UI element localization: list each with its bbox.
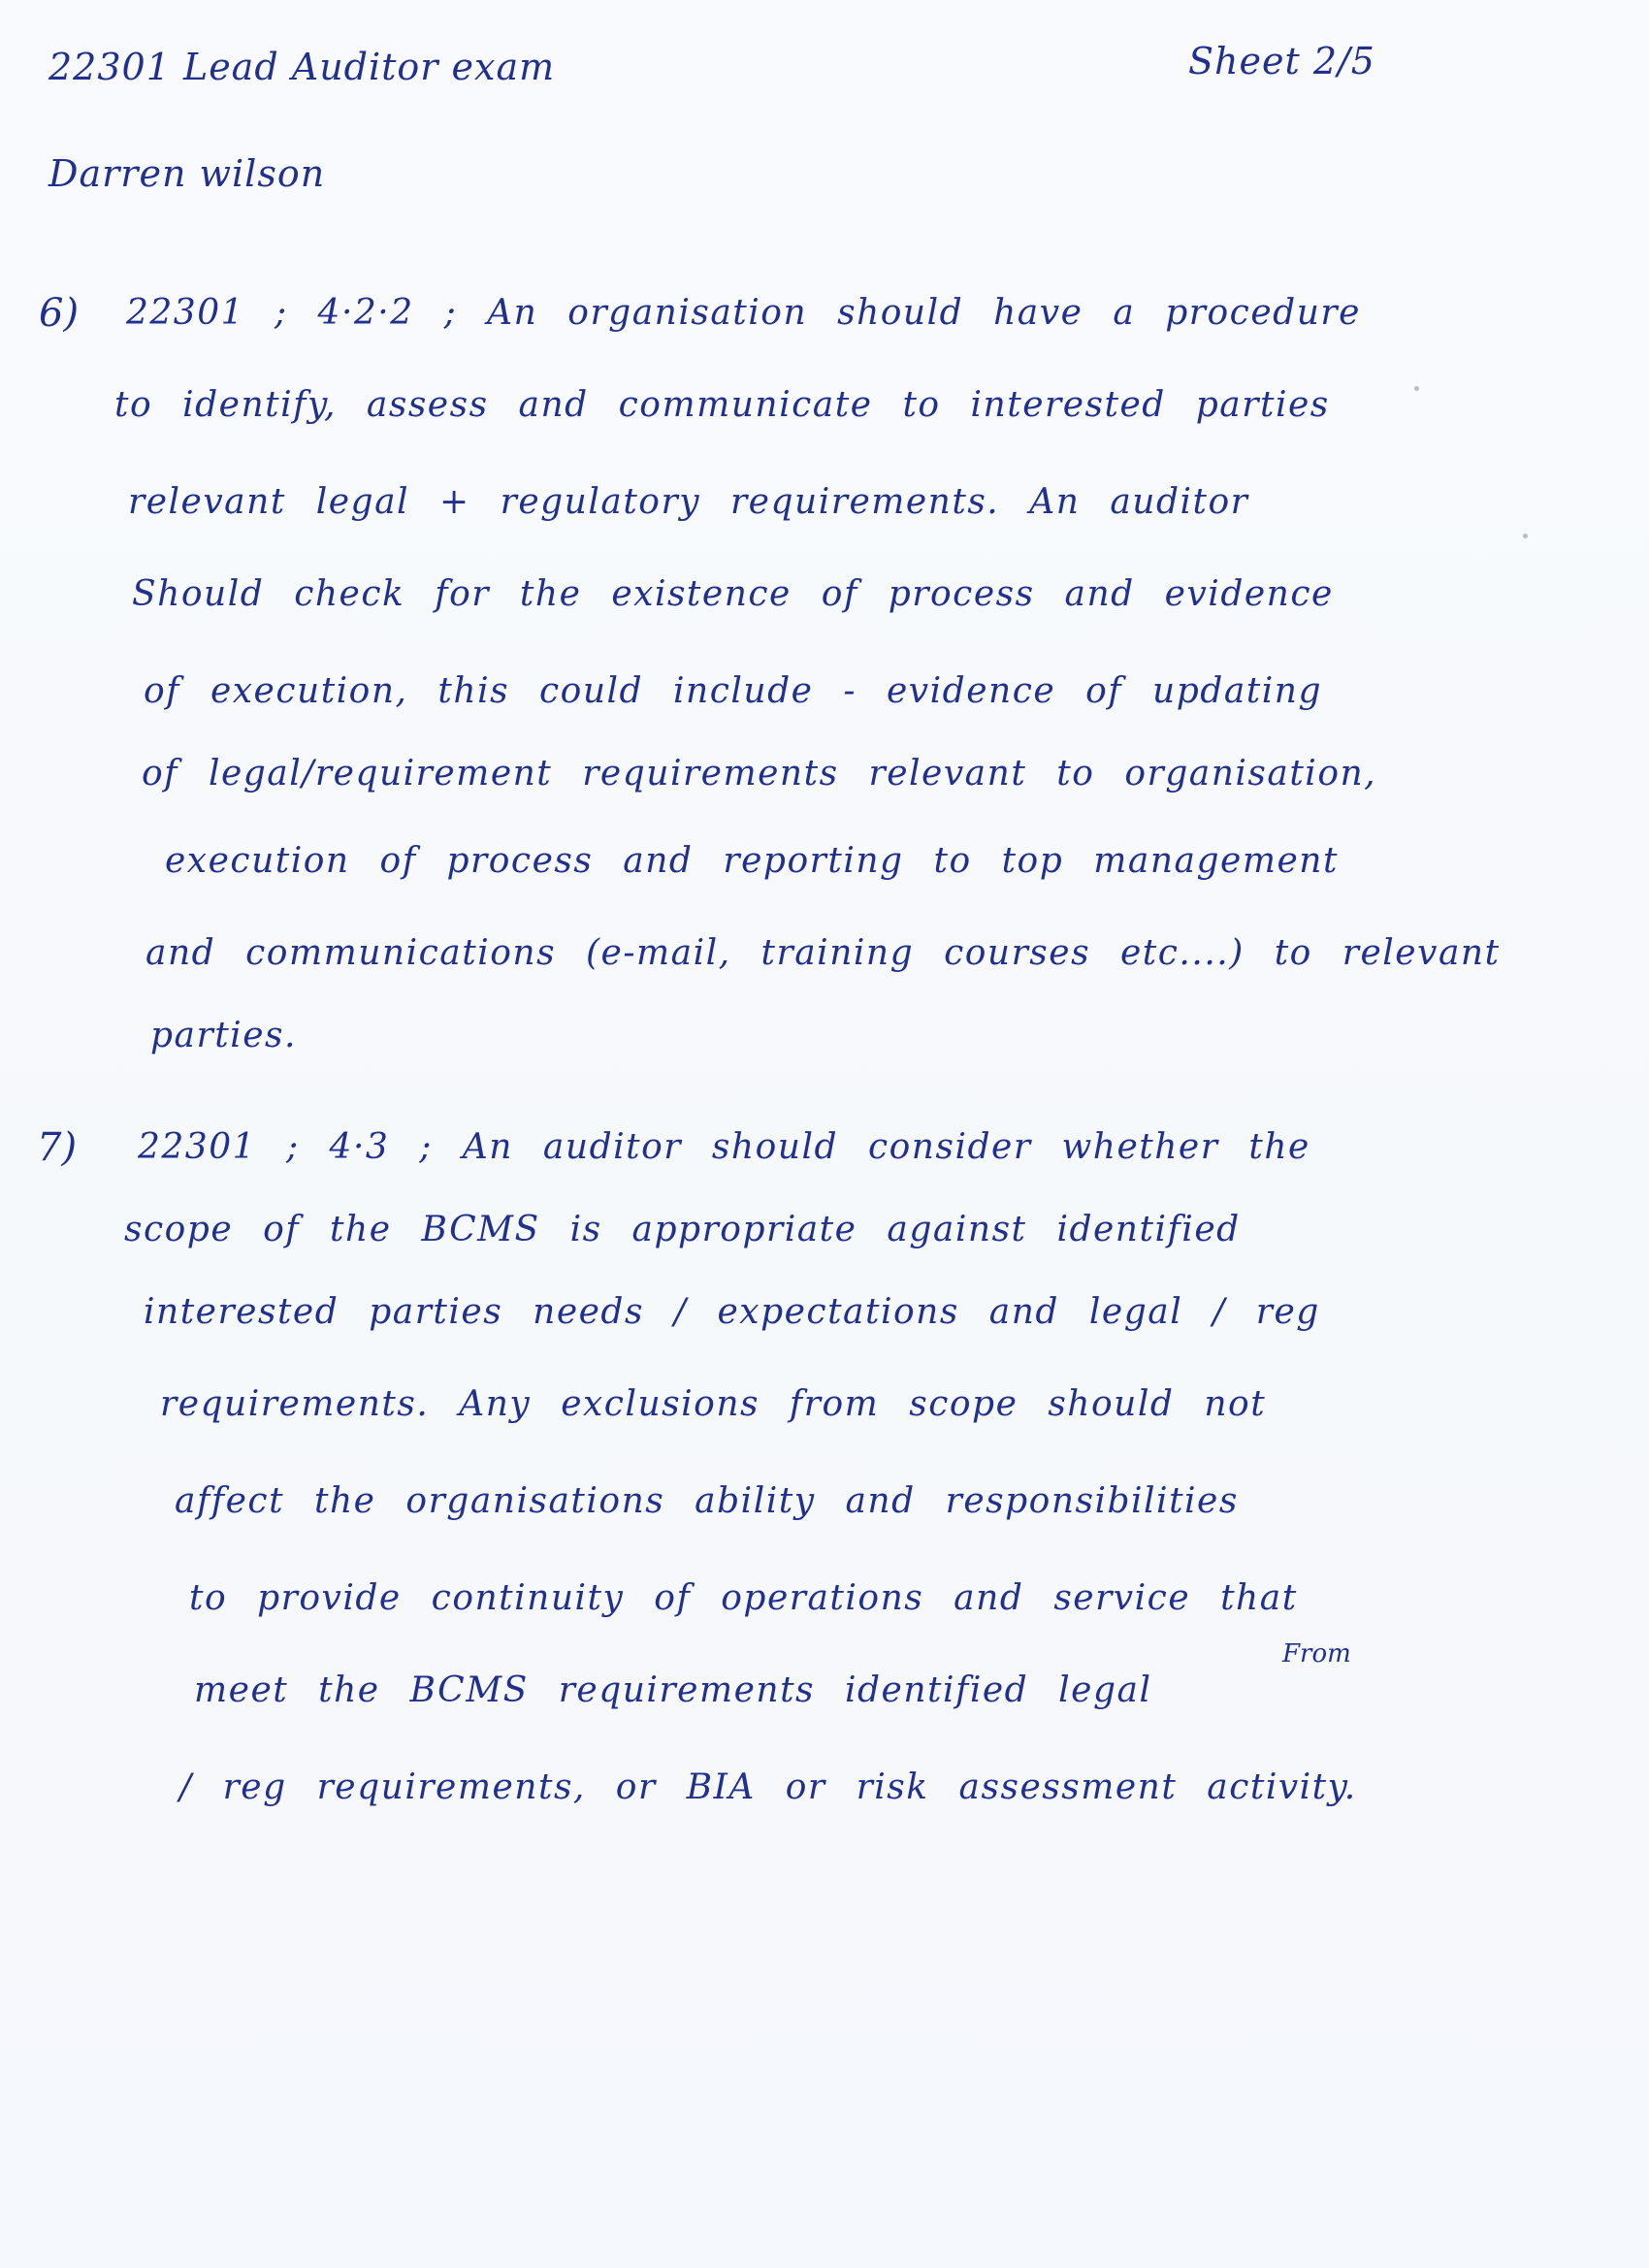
answer-7-line-2: scope of the BCMS is appropriate against identified bbox=[124, 1210, 1241, 1249]
sheet-number: Sheet 2/5 bbox=[1188, 40, 1375, 82]
answer-6-line-4: Should check for the existence of process and evidence bbox=[132, 574, 1334, 614]
exam-title: 22301 Lead Auditor exam bbox=[48, 46, 556, 88]
candidate-name: Darren wilson bbox=[48, 152, 326, 195]
inserted-word: From bbox=[1282, 1639, 1351, 1669]
answer-6-line-9: parties. bbox=[150, 1016, 297, 1055]
answer-6-line-7: execution of process and reporting to top management bbox=[165, 841, 1339, 881]
paper-speck bbox=[1414, 386, 1419, 391]
answer-7-number: 7) bbox=[37, 1125, 78, 1170]
answer-7-line-7: meet the BCMS requirements identified legal bbox=[194, 1670, 1152, 1710]
answer-6-line-6: of legal/requirement requirements relevant to organisation, bbox=[142, 754, 1377, 794]
answer-7-line-5: affect the organisations ability and responsibilities bbox=[175, 1481, 1239, 1521]
answer-7-line-6: to provide continuity of operations and service that bbox=[189, 1578, 1298, 1618]
answer-7-line-1: 22301 ; 4·3 ; An auditor should consider whether the bbox=[138, 1127, 1310, 1167]
answer-6-line-8: and communications (e-mail, training courses etc....) to relevant bbox=[146, 933, 1501, 973]
answer-6-line-2: to identify, assess and communicate to interested parties bbox=[114, 385, 1330, 425]
answer-6-line-1: 22301 ; 4·2·2 ; An organisation should have a procedure bbox=[126, 293, 1361, 333]
answer-6-line-5: of execution, this could include - evidence of updating bbox=[144, 671, 1322, 711]
answer-7-line-3: interested parties needs / expectations and legal / reg bbox=[144, 1292, 1320, 1332]
answer-6-line-3: relevant legal + regulatory requirements. An auditor bbox=[128, 482, 1249, 522]
answer-6-number: 6) bbox=[39, 291, 80, 336]
answer-7-line-8: / reg requirements, or BIA or risk assessment activity. bbox=[179, 1767, 1357, 1807]
answer-7-line-4: requirements. Any exclusions from scope should not bbox=[160, 1384, 1267, 1424]
paper-speck bbox=[1523, 534, 1528, 538]
